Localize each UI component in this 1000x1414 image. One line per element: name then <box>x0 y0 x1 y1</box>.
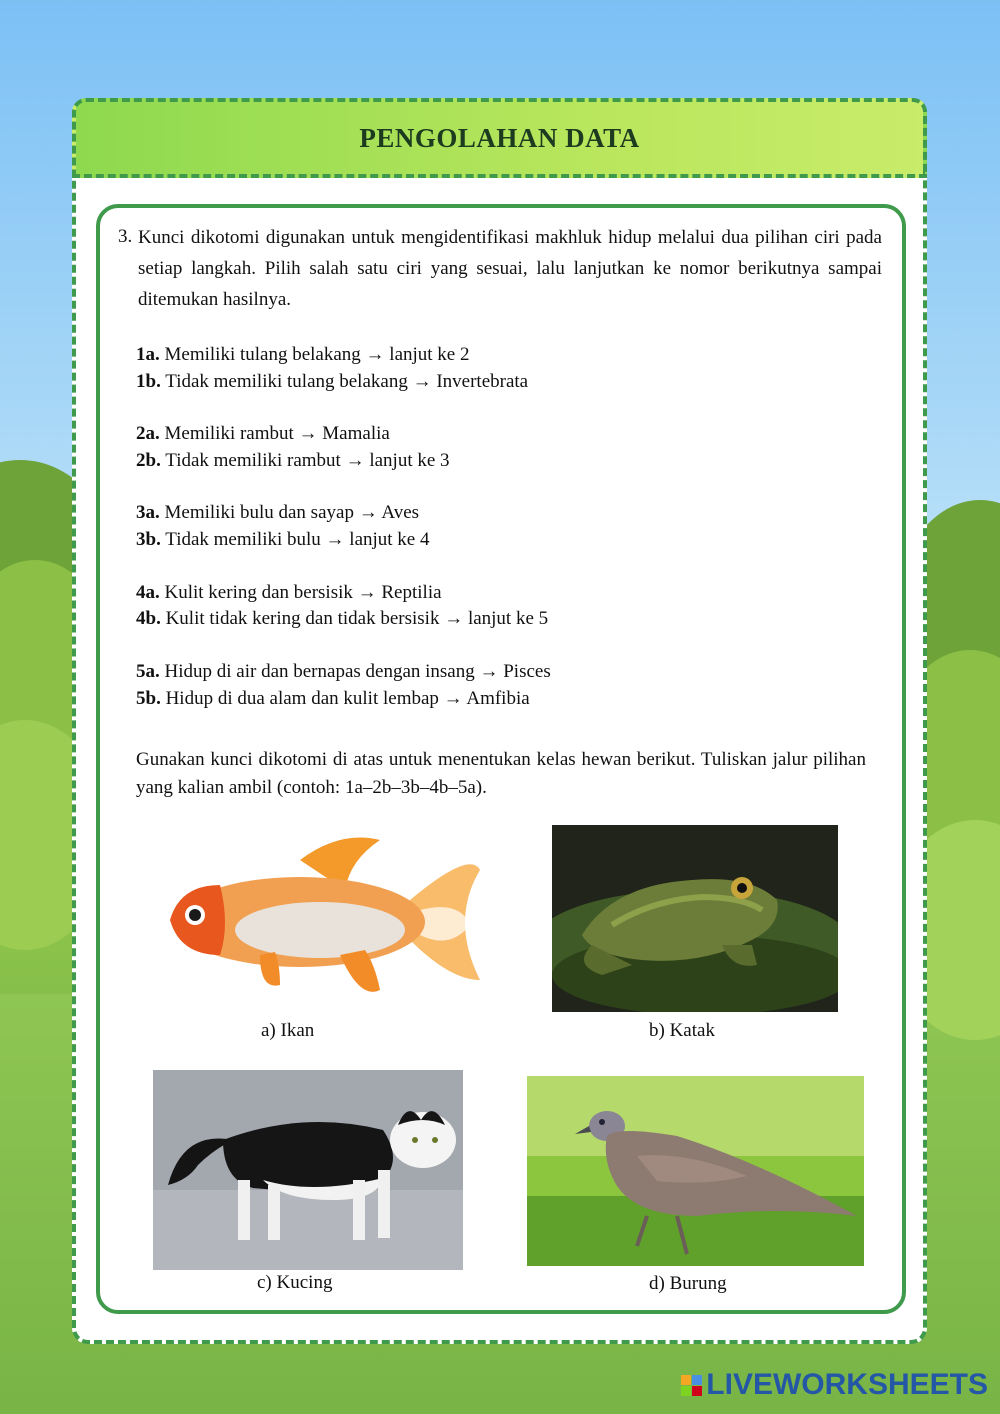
key-item <box>136 420 390 447</box>
key-text: Memiliki bulu dan sayap → Aves <box>164 502 420 523</box>
bird-image <box>527 1076 864 1266</box>
brand-logo-icon <box>681 1375 702 1396</box>
cat-image <box>153 1070 463 1270</box>
page-title: PENGOLAHAN DATA <box>359 122 640 153</box>
caption-bird: d) Burung <box>649 1273 727 1294</box>
key-text: Tidak memiliki rambut → lanjut ke 3 <box>165 450 450 471</box>
key-item <box>136 685 530 712</box>
header-band <box>72 98 927 178</box>
key-text: Memiliki tulang belakang → lanjut ke 2 <box>164 344 470 365</box>
key-item <box>136 579 442 606</box>
key-text: Hidup di air dan bernapas dengan insang → Pisces <box>164 661 551 682</box>
brand-logo <box>681 1368 988 1402</box>
key-text: Tidak memiliki tulang belakang → Invertebrata <box>165 371 529 392</box>
key-text: Memiliki rambut → Mamalia <box>164 423 390 444</box>
key-item <box>136 341 470 368</box>
key-text: Tidak memiliki bulu → lanjut ke 4 <box>165 529 430 550</box>
fish-image <box>150 830 490 1010</box>
caption-fish: a) Ikan <box>261 1020 315 1041</box>
key-text: Kulit kering dan bersisik → Reptilia <box>164 582 442 603</box>
key-code: 4b. <box>136 608 161 629</box>
key-code: 5b. <box>136 688 161 709</box>
key-code: 1b. <box>136 371 161 392</box>
brand-name: LIVEWORKSHEETS <box>706 1368 988 1401</box>
key-code: 3a. <box>136 502 160 523</box>
key-code: 4a. <box>136 582 160 603</box>
key-item <box>136 526 430 553</box>
caption-cat: c) Kucing <box>257 1272 333 1293</box>
key-code: 2a. <box>136 423 160 444</box>
question-text: Kunci dikotomi digunakan untuk mengidentifikasi makhluk hidup melalui dua pilihan ciri pada setiap langkah. Pilih salah satu ciri yang sesuai, lalu lanjutkan ke nomor berikutnya sampai ditemukan hasilnya. <box>138 227 882 310</box>
caption-frog: b) Katak <box>649 1020 715 1041</box>
key-text: Kulit tidak kering dan tidak bersisik → lanjut ke 5 <box>165 608 549 629</box>
frog-image <box>552 825 838 1012</box>
key-code: 5a. <box>136 661 160 682</box>
key-code: 1a. <box>136 344 160 365</box>
key-text: Hidup di dua alam dan kulit lembap → Amfibia <box>165 688 530 709</box>
key-item <box>136 447 450 474</box>
key-code: 2b. <box>136 450 161 471</box>
key-item <box>136 499 419 526</box>
key-code: 3b. <box>136 529 161 550</box>
key-item <box>136 658 551 685</box>
key-item <box>136 605 548 632</box>
key-item <box>136 368 528 395</box>
question-number: 3. <box>118 226 133 247</box>
instruction-text: Gunakan kunci dikotomi di atas untuk menentukan kelas hewan berikut. Tuliskan jalur pilihan yang kalian ambil (contoh: 1a–2b–3b–4b–5a). <box>136 749 866 798</box>
